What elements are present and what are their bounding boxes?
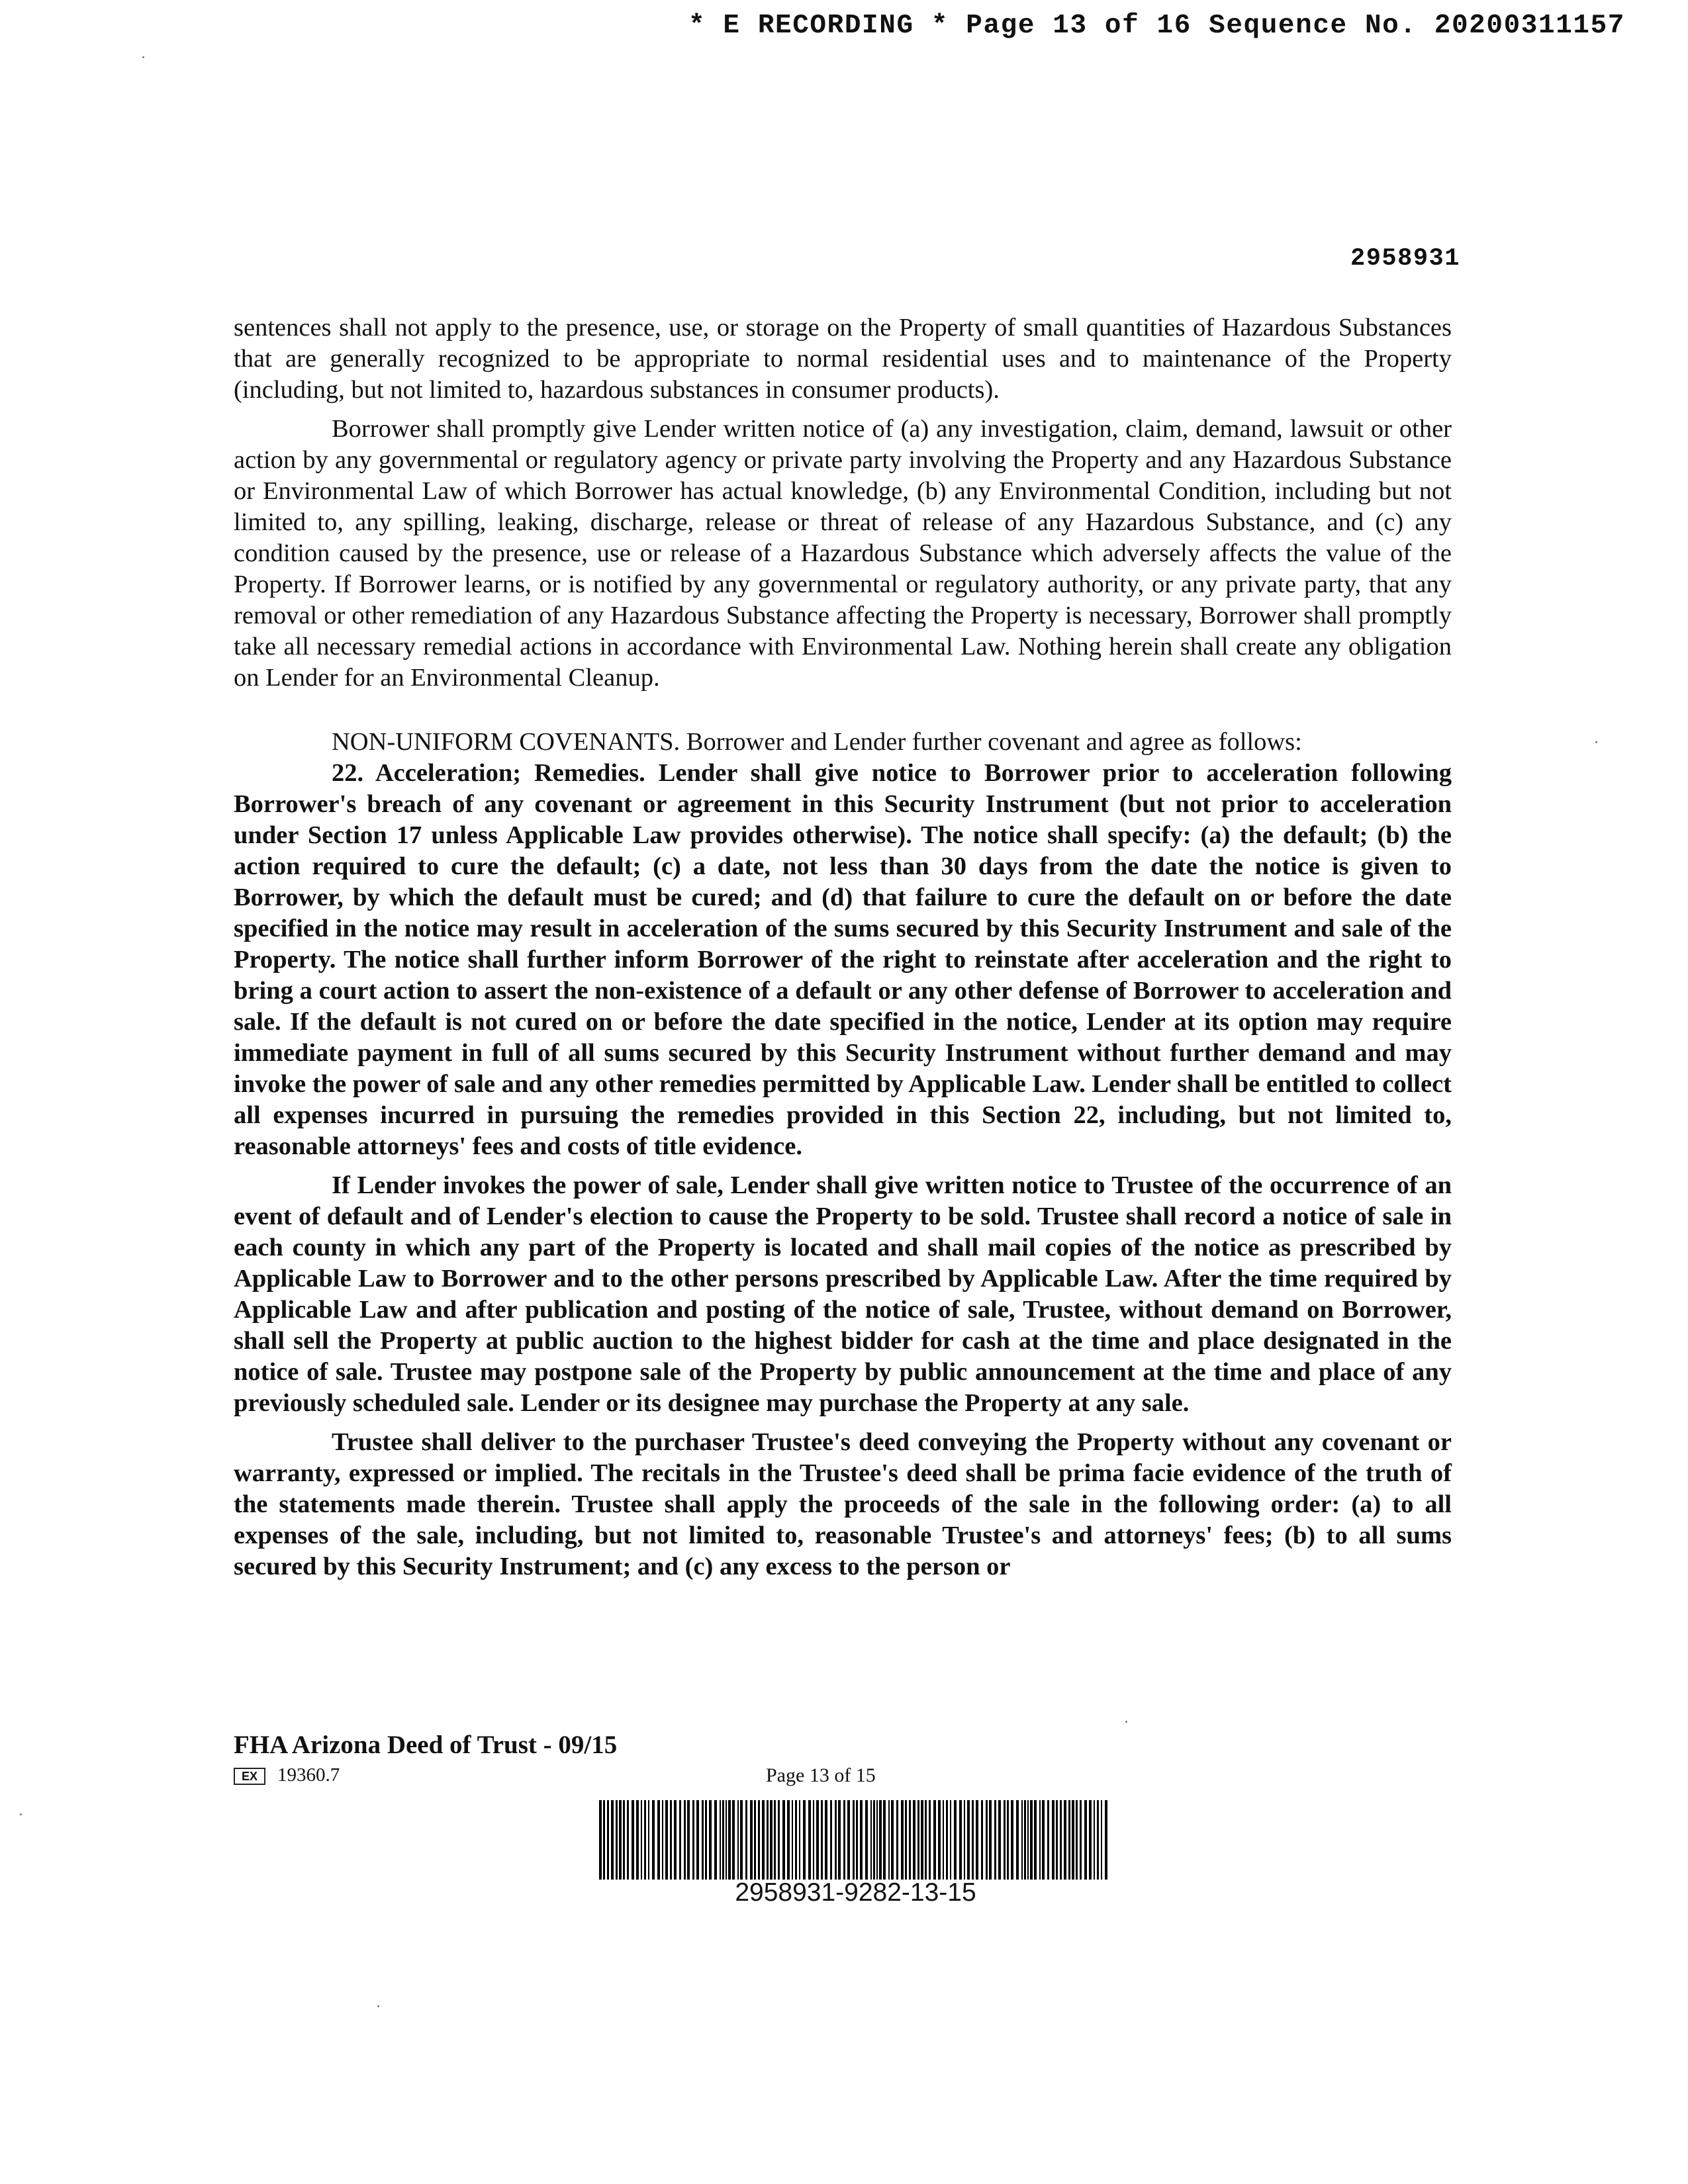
paragraph-non-uniform-covenants: NON-UNIFORM COVENANTS. Borrower and Lender further covenant and agree as follows: <box>332 728 1302 756</box>
barcode-bar <box>933 1800 936 1880</box>
barcode-bar <box>946 1800 948 1880</box>
barcode-bar <box>754 1800 756 1880</box>
barcode-bar <box>1016 1800 1019 1880</box>
barcode-bar <box>856 1800 858 1880</box>
document-body <box>234 312 1452 1590</box>
barcode-bar <box>641 1800 642 1880</box>
barcode-bar <box>821 1800 823 1880</box>
barcode-bar <box>905 1800 907 1880</box>
barcode-bar <box>648 1800 649 1880</box>
barcode-bar <box>825 1800 827 1880</box>
barcode-bar <box>750 1800 753 1880</box>
barcode-bar <box>623 1800 625 1880</box>
barcode-bar <box>1039 1800 1041 1880</box>
barcode-bar <box>883 1800 886 1880</box>
barcode-bar <box>838 1800 841 1880</box>
paragraph-hazardous-continuation: sentences shall not apply to the presence, use, or storage on the Property of small quantities of Hazardous Substances that are generally recognized to be appropriate to normal residential uses and to maintenance of the Property (including, but not limited to, hazardous substances in consumer products). <box>234 314 1452 404</box>
barcode-bar <box>644 1800 646 1880</box>
barcode-bar <box>967 1800 970 1880</box>
barcode-bar <box>950 1800 951 1880</box>
barcode-bar <box>865 1800 868 1880</box>
barcode-bar <box>1080 1800 1082 1880</box>
barcode-bar <box>740 1800 743 1880</box>
barcode-bar <box>853 1800 855 1880</box>
barcode-bar <box>619 1800 622 1880</box>
barcode-bar <box>873 1800 875 1880</box>
barcode-icon <box>599 1800 1112 1880</box>
barcode-bar <box>679 1800 681 1880</box>
form-title: FHA Arizona Deed of Trust - 09/15 <box>234 1731 618 1759</box>
barcode-bar <box>687 1800 690 1880</box>
barcode-bar <box>662 1800 663 1880</box>
barcode-bar <box>870 1800 872 1880</box>
barcode-bar <box>714 1800 717 1880</box>
barcode-bar <box>972 1800 974 1880</box>
barcode-bar <box>1064 1800 1066 1880</box>
barcode-bar <box>709 1800 712 1880</box>
barcode-bar <box>696 1800 699 1880</box>
barcode-bar <box>1030 1800 1033 1880</box>
barcode-bar <box>1021 1800 1023 1880</box>
barcode-bar <box>607 1800 609 1880</box>
barcode-bar <box>611 1800 614 1880</box>
barcode-bar <box>1034 1800 1037 1880</box>
barcode-bar <box>1060 1800 1062 1880</box>
barcode-bar <box>843 1800 845 1880</box>
recording-header: * E RECORDING * Page 13 of 16 Sequence No. 20200311157 <box>688 11 1626 41</box>
form-code-row <box>234 1764 631 1791</box>
barcode-bar <box>722 1800 724 1880</box>
barcode-bar <box>603 1800 605 1880</box>
scan-speck <box>377 2005 379 2007</box>
barcode-bar <box>1105 1800 1107 1880</box>
barcode-bar <box>627 1800 629 1880</box>
barcode-bar <box>737 1800 739 1880</box>
barcode-bar <box>998 1800 1001 1880</box>
barcode-bar <box>1056 1800 1058 1880</box>
barcode-bar <box>1007 1800 1009 1880</box>
barcode-bar <box>1024 1800 1026 1880</box>
barcode-bar <box>860 1800 863 1880</box>
barcode-bar <box>1047 1800 1049 1880</box>
barcode-bar <box>702 1800 704 1880</box>
barcode-bar <box>813 1800 814 1880</box>
barcode-bar <box>1076 1800 1078 1880</box>
barcode-bar <box>778 1800 780 1880</box>
barcode-bar <box>909 1800 911 1880</box>
paragraph-power-of-sale: If Lender invokes the power of sale, Lender shall give written notice to Trustee of the occurrence of an event of default and of Lender's election to cause the Property to be sold. Trustee shall record a notice of sale in each county in which any part of the Property is located and shall mail copies of the notice as prescribed by Applicable Law to Borrower and to the other persons prescribed by Applicable Law. After the time required by Applicable Law and after publication and posting of the notice of sale, Trustee, without demand on Borrower, shall sell the Property at public auction to the highest bidder for cash at the time and place designated in the notice of sale. Trustee may postpone sale of the Property by public announcement at the time and place of any previously scheduled sale. Lender or its designee may purchase the Property at any sale. <box>234 1171 1452 1417</box>
barcode-bar <box>986 1800 988 1880</box>
page-number-label: Page 13 of 15 <box>766 1764 876 1786</box>
scan-speck <box>1125 1721 1127 1723</box>
barcode-bar <box>929 1800 931 1880</box>
barcode-bar <box>1101 1800 1102 1880</box>
barcode-bar <box>835 1800 837 1880</box>
barcode-caption: 2958931-9282-13-15 <box>735 1878 976 1907</box>
barcode-bar <box>705 1800 707 1880</box>
barcode-bar <box>762 1800 765 1880</box>
barcode-bar <box>888 1800 890 1880</box>
barcode-bar <box>1089 1800 1092 1880</box>
paragraph-acceleration-remedies: 22. Acceleration; Remedies. Lender shall give notice to Borrower prior to acceleration following Borrower's breach of any covenant or agreement in this Security Instrument (but not prior to acceleration under Section 17 unless Applicable Law provides otherwise). The notice shall specify: (a) the default; (b) the action required to cure the default; (c) a date, not less than 30 days from the date the notice is given to Borrower, by which the default must be cured; and (d) that failure to cure the default on or before the date specified in the notice may result in acceleration of the sums secured by this Security Instrument and sale of the Property. The notice shall further inform Borrower of the right to reinstate after acceleration and the right to bring a court action to assert the non-existence of a default or any other defense of Borrower to acceleration and sale. If the default is not cured on or before the date specified in the notice, Lender at its option may require immediate payment in full of all sums secured by this Security Instrument without further demand and may invoke the power of sale and any other remedies permitted by Applicable Law. Lender shall be entitled to collect all expenses incurred in pursuing the remedies provided in this Section 22, including, but not limited to, reasonable attorneys' fees and costs of title evidence. <box>234 759 1452 1160</box>
barcode-bar <box>782 1800 785 1880</box>
barcode-bar <box>774 1800 776 1880</box>
barcode-bar <box>913 1800 915 1880</box>
barcode-bar <box>1042 1800 1045 1880</box>
barcode-bar <box>847 1800 850 1880</box>
barcode-bar <box>808 1800 811 1880</box>
barcode-bar <box>1097 1800 1099 1880</box>
barcode-bar <box>954 1800 957 1880</box>
barcode-bar <box>732 1800 735 1880</box>
barcode-bar <box>799 1800 800 1880</box>
form-code: 19360.7 <box>277 1764 340 1786</box>
barcode-bar <box>938 1800 941 1880</box>
barcode-bar <box>917 1800 919 1880</box>
barcode-bar <box>1084 1800 1087 1880</box>
barcode-bar <box>616 1800 618 1880</box>
barcode-bar <box>792 1800 793 1880</box>
barcode-bar <box>964 1800 965 1880</box>
barcode-bar <box>925 1800 927 1880</box>
barcode-bar <box>891 1800 894 1880</box>
paragraph-borrower-notice: Borrower shall promptly give Lender written notice of (a) any investigation, claim, demand, lawsuit or other action by any governmental or regulatory agency or private party involving the Property and any Hazardous Substance or Environmental Law of which Borrower has actual knowledge, (b) any Environmental Condition, including but not limited to, any spilling, leaking, discharge, release or threat of release of any Hazardous Substance, and (c) any condition caused by the presence, use or release of a Hazardous Substance which adversely affects the value of the Property. If Borrower learns, or is notified by any governmental or regulatory authority, or any private party, that any removal or other remediation of any Hazardous Substance affecting the Property is necessary, Borrower shall promptly take all necessary remedial actions in accordance with Environmental Law. Nothing herein shall create any obligation on Lender for an Environmental Cleanup. <box>234 415 1452 692</box>
document-number: 2958931 <box>1350 245 1460 273</box>
barcode-bar <box>684 1800 686 1880</box>
barcode-bar <box>876 1800 878 1880</box>
barcode-bar <box>981 1800 983 1880</box>
barcode-bar <box>795 1800 797 1880</box>
barcode-bar <box>989 1800 992 1880</box>
barcode-bar <box>959 1800 962 1880</box>
barcode-bar <box>692 1800 694 1880</box>
barcode-bar <box>728 1800 731 1880</box>
barcode-bar <box>921 1800 923 1880</box>
barcode-bar <box>720 1800 721 1880</box>
barcode-bar <box>901 1800 904 1880</box>
barcode-bar <box>665 1800 668 1880</box>
barcode-bar <box>652 1800 655 1880</box>
barcode-bar <box>816 1800 819 1880</box>
barcode-bar <box>1011 1800 1013 1880</box>
barcode-bar <box>632 1800 634 1880</box>
barcode-bar <box>943 1800 944 1880</box>
barcode-bar <box>657 1800 660 1880</box>
barcode-bar <box>1052 1800 1055 1880</box>
barcode-bar <box>1094 1800 1095 1880</box>
barcode-bar <box>745 1800 747 1880</box>
barcode-bar <box>787 1800 790 1880</box>
barcode-bar <box>994 1800 996 1880</box>
barcode-bar <box>770 1800 773 1880</box>
barcode-bar <box>1072 1800 1074 1880</box>
barcode-bar <box>670 1800 672 1880</box>
barcode-bar <box>976 1800 978 1880</box>
barcode-bar <box>726 1800 727 1880</box>
barcode-bar <box>636 1800 639 1880</box>
barcode-bar <box>1027 1800 1029 1880</box>
paragraph-trustee-deed: Trustee shall deliver to the purchaser Trustee's deed conveying the Property without any covenant or warranty, expressed or implied. The recitals in the Trustee's deed shall be prima facie evidence of the truth of the statements made therein. Trustee shall apply the proceeds of the sale in the following order: (a) to all expenses of the sale, including, but not limited to, reasonable Trustee's and attorneys' fees; (b) to all sums secured by this Security Instrument; and (c) any excess to the person or <box>234 1428 1452 1580</box>
barcode-bar <box>758 1800 760 1880</box>
barcode-bar <box>767 1800 769 1880</box>
ex-logo-icon: EX <box>234 1768 265 1785</box>
scan-speck <box>1595 741 1597 743</box>
barcode-bar <box>1004 1800 1006 1880</box>
barcode-bar <box>830 1800 832 1880</box>
barcode-bar <box>879 1800 882 1880</box>
barcode-bar <box>803 1800 806 1880</box>
barcode-bar <box>674 1800 677 1880</box>
barcode-bar <box>896 1800 898 1880</box>
scan-speck <box>142 56 144 58</box>
barcode-bar <box>1068 1800 1070 1880</box>
scan-speck <box>20 1813 22 1815</box>
barcode-bar <box>599 1800 602 1880</box>
